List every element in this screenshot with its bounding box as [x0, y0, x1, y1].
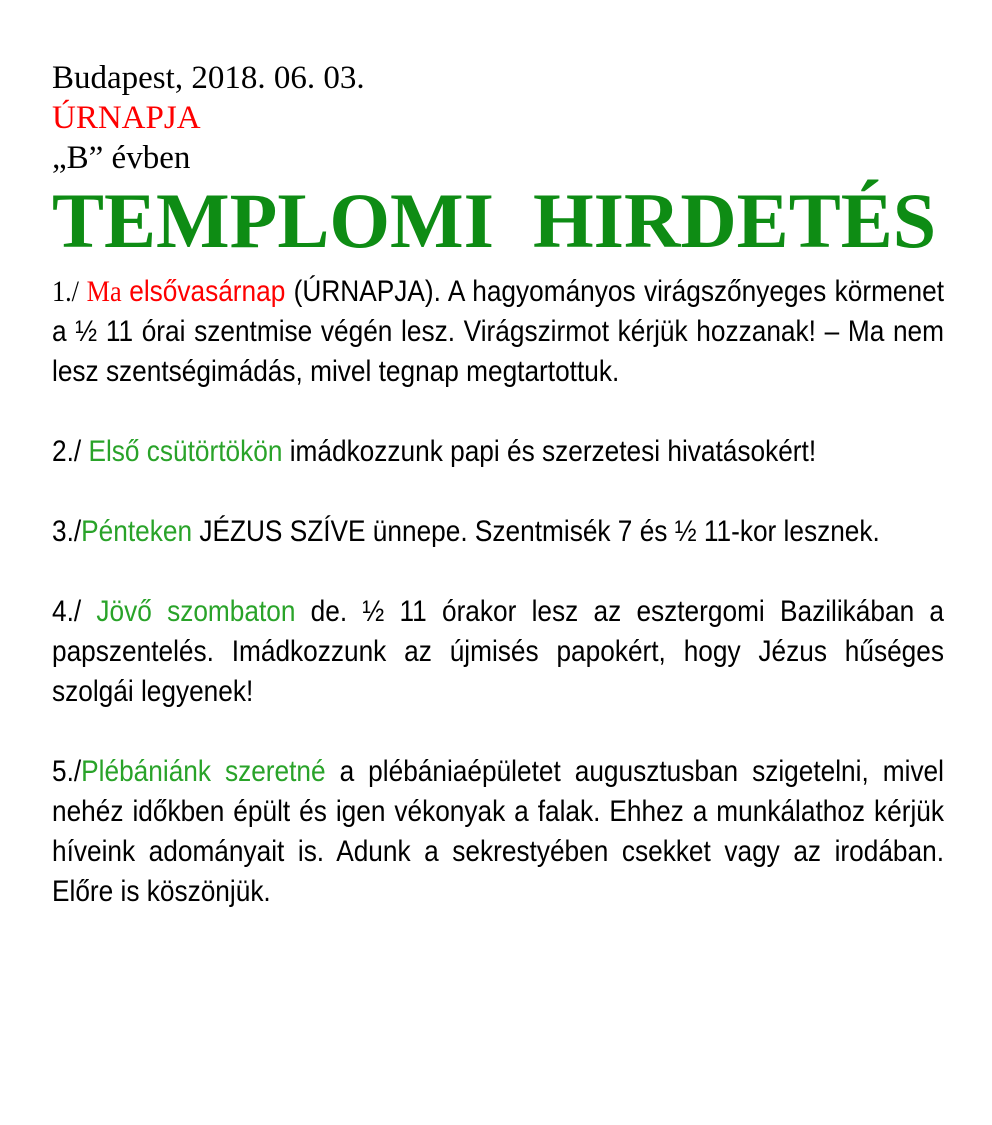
announcement-item-4	[52, 592, 944, 712]
item-lead: Első csütörtökön	[88, 435, 283, 468]
item-lead: Jövő szombaton	[96, 595, 296, 628]
announcement-item-2	[52, 432, 944, 472]
item-number: 4./	[52, 595, 97, 628]
announcement-item-3	[52, 512, 944, 552]
item-body: a plébániaépületet augusztusban szigetelni, mivel nehéz időkben épült és igen vékonyak a falak. Ehhez a munkálathoz kérjük híveink adományait is. Adunk a sekrestyében csekket vagy az irodában. Előre is köszönjük.	[52, 755, 944, 908]
item-number: 2./	[52, 435, 89, 468]
item-number: 1./	[52, 275, 87, 308]
announcement-item-5	[52, 752, 944, 912]
item-body: JÉZUS SZÍVE ünnepe. Szentmisék 7 és ½ 11-kor lesznek.	[192, 515, 880, 548]
announcement-item-1	[52, 272, 944, 392]
item-number: 3./	[52, 515, 82, 548]
item-lead: Plébániánk szeretné	[81, 755, 326, 788]
item-body: de. ½ 11 órakor lesz az esztergomi Bazilikában a papszentelés. Imádkozzunk az újmisés papokért, hogy Jézus hűséges szolgái legyenek!	[52, 595, 945, 708]
item-body: (ÚRNAPJA). A hagyományos virágszőnyeges körmenet a ½ 11 órai szentmise végén lesz. Virágszirmot kérjük hozzanak! – Ma nem lesz szentségimádás, mivel tegnap megtartottuk.	[52, 275, 944, 388]
item-number: 5./	[52, 755, 82, 788]
item-lead: Pénteken	[81, 515, 193, 548]
feast-day: ÚRNAPJA	[52, 100, 201, 136]
item-body: imádkozzunk papi és szerzetesi hivatásokért!	[282, 435, 817, 468]
dateline: Budapest, 2018. 06. 03.	[52, 60, 365, 96]
announcement-list	[52, 272, 944, 912]
item-lead: elsővasárnap	[129, 275, 286, 308]
liturgical-year: „B” évben	[52, 140, 191, 176]
page-title: TEMPLOMI HIRDETÉS	[52, 177, 937, 264]
item-lead-serif: Ma	[86, 275, 130, 308]
document-header	[52, 58, 945, 178]
